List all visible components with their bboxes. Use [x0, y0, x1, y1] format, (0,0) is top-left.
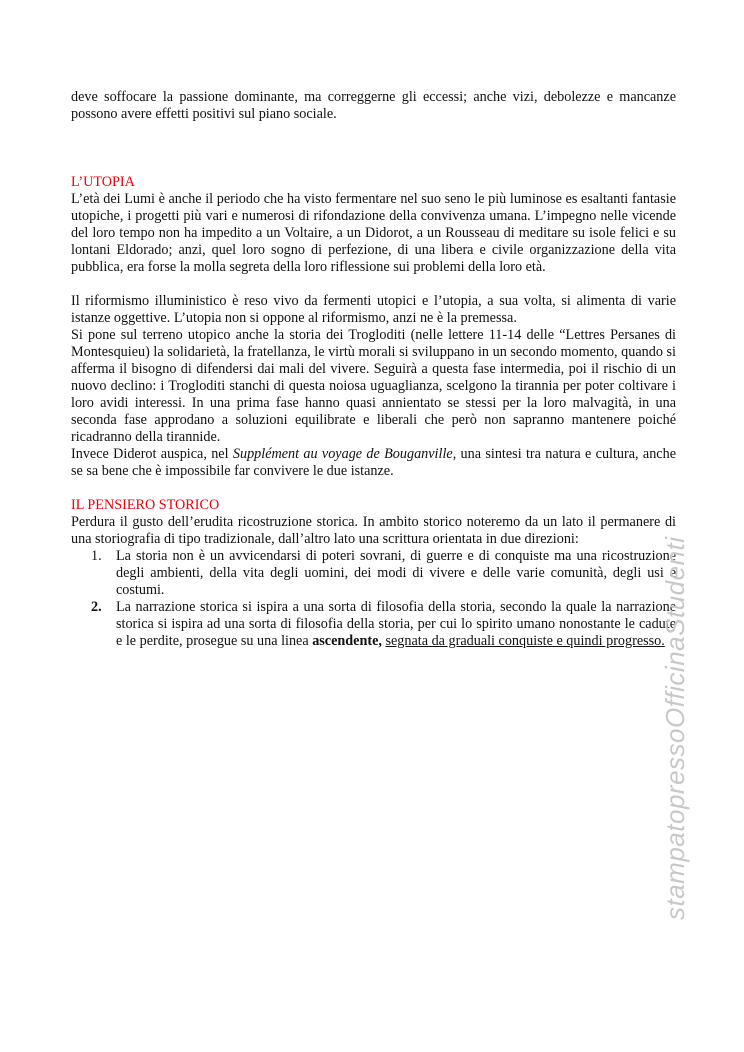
watermark-text: stampatopressoOfficinaStudenti	[660, 536, 690, 920]
directions-list	[71, 548, 676, 650]
list-item-text: La storia non è un avvicendarsi di poteri sovrani, di guerre e di conquiste ma una ricostruzione degli ambienti, della vita degli uomini, dei modi di vivere e delle varie comunità, degli usi e costumi.	[116, 548, 676, 598]
list-number: 1.	[91, 548, 102, 564]
section-heading-pensiero-storico: IL PENSIERO STORICO	[71, 497, 220, 513]
document-page	[71, 89, 676, 650]
intro-paragraph: deve soffocare la passione dominante, ma correggerne gli eccessi; anche vizi, debolezze e mancanze possono avere effetti positivi sul piano sociale.	[71, 89, 676, 122]
utopia-paragraph-1: L’età dei Lumi è anche il periodo che ha visto fermentare nel suo seno le più luminose es esaltanti fantasie utopiche, i progetti più vari e numerosi di rifondazione della convivenza umana. L’impegno nelle vicende del loro tempo non ha impedito a un Voltaire, a un Didorot, a un Rousseau di meditare su isole felici e su lontani Eldorado; anzi, quel loro sogno di perfezione, di una libera e civile organizzazione della vita pubblica, era forse la molla segreta della loro riflessione sui problemi della loro età.	[71, 191, 676, 275]
utopia-paragraph-2: Il riformismo illuministico è reso vivo da fermenti utopici e l’utopia, a sua volta, si alimenta di varie istanze oggettive. L’utopia non si oppone al riformismo, anzi ne è la premessa.	[71, 293, 676, 326]
paragraph-text: , una sintesi tra natura e cultura, anche se sa bene che è impossibile far convivere le due istanze.	[71, 446, 676, 479]
list-item-text: La narrazione storica si ispira a una sorta di filosofia della storia, secondo la quale la narrazione storica si ispira ad una sorta di filosofia della storia, per cui lo spirito umano nonostante le cadute e le perdite, prosegue su una linea	[116, 599, 676, 649]
section-heading-utopia: L’UTOPIA	[71, 174, 135, 190]
list-item	[71, 548, 676, 599]
paragraph-gap	[71, 276, 676, 293]
paragraph-text: Invece Diderot auspica, nel	[71, 446, 233, 462]
pensiero-storico-section	[71, 497, 676, 650]
section-gap	[71, 480, 676, 497]
book-title: Supplément au voyage de Bouganville	[232, 446, 453, 462]
underlined-phrase: segnata da graduali conquiste e quindi progresso.	[385, 633, 665, 649]
pensiero-paragraph-1: Perdura il gusto dell’erudita ricostruzione storica. In ambito storico noteremo da un lato il permanere di una storiografia di tipo tradizionale, dall’altro lato una scrittura orientata in due direzioni:	[71, 514, 676, 547]
utopia-paragraph-3: Si pone sul terreno utopico anche la storia dei Trogloditi (nelle lettere 11-14 delle “Lettres Persanes di Montesquieu) la solidarietà, la fratellanza, le virtù morali si sviluppano in un secondo momento, quando si afferma il bisogno di difendersi dai mali del vivere. Seguirà a questa fase intermedia, poi il rischio di un nuovo declino: i Trogloditi stanchi di questa noiosa uguaglianza, scelgono la tirannia per poter coltivare i loro avidi interessi. In una prima fase hanno quasi annientato se stessi per la loro malvagità, in una seconda fase approdano a soluzioni equilibrate e liberali che però non sapranno mantenere poiché ricadranno della tirannide.	[71, 327, 676, 445]
bold-keyword: ascendente,	[312, 633, 382, 649]
list-number: 2.	[91, 599, 102, 615]
utopia-section	[71, 174, 676, 480]
utopia-paragraph-4	[71, 446, 676, 480]
list-item	[71, 599, 676, 650]
